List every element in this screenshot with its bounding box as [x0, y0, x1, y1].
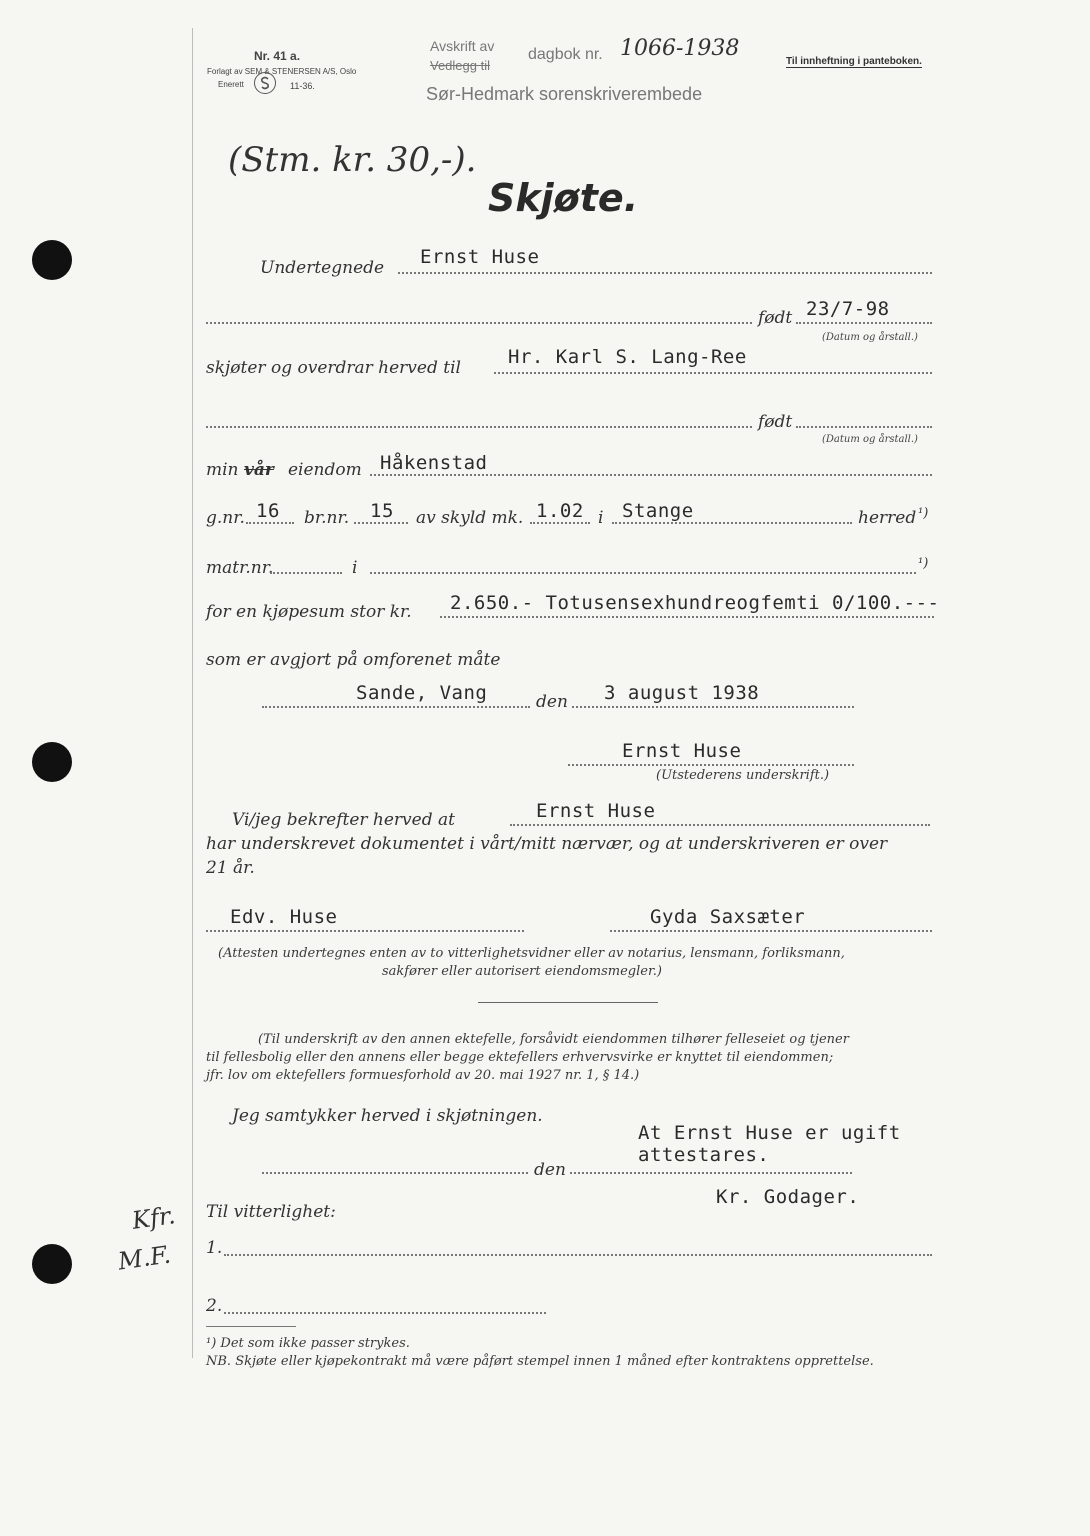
born-line-right	[796, 322, 932, 324]
transfer-label: skjøter og overdrar herved til	[206, 358, 461, 378]
born2-line-right	[796, 426, 932, 428]
form-number: Nr. 41 a.	[254, 49, 301, 63]
punch-hole-top	[32, 240, 72, 280]
footnote-2: NB. Skjøte eller kjøpekontrakt må være påført stempel innen 1 måned efter kontraktens opprettelse.	[206, 1354, 874, 1369]
attach-note: Til innheftning i panteboken.	[786, 56, 922, 67]
herred-footnote-mark: ¹)	[918, 506, 929, 521]
stamp-prefix: Avskrift av	[430, 38, 495, 54]
typed-note-2: attestares.	[638, 1144, 770, 1166]
born2-line-left	[206, 426, 752, 428]
vitterlighet-line-1	[224, 1254, 932, 1256]
attest-note-2: sakfører eller autorisert eiendomsmegler.)	[382, 964, 662, 979]
property-label-prefix: min	[206, 460, 239, 480]
confirm-label: Vi/jeg bekrefter herved at	[232, 810, 455, 830]
born2-label: født	[758, 412, 793, 432]
i-label: i	[598, 508, 604, 528]
spouse-note-3: jfr. lov om ektefellers formuesforhold av 20. mai 1927 nr. 1, § 14.)	[206, 1068, 640, 1083]
agreed-text: som er avgjort på omforenet måte	[206, 650, 501, 670]
gnr-line	[246, 522, 294, 524]
buyer-line	[494, 372, 932, 374]
herred-value: Stange	[622, 500, 694, 522]
place-value: Sande, Vang	[356, 682, 488, 704]
undersigned-value: Ernst Huse	[420, 246, 540, 268]
witness-1-signature: Edv. Huse	[230, 906, 338, 928]
property-value: Håkenstad	[380, 452, 488, 474]
stamp-struck-text: Vedlegg til	[430, 58, 490, 73]
skyld-value: 1.02	[536, 500, 584, 522]
property-label-struck: vår	[244, 460, 274, 480]
born-label: født	[758, 308, 793, 328]
skyld-label: av skyld mk.	[416, 508, 524, 528]
matr-footnote-mark: ¹)	[918, 556, 929, 571]
date-line	[572, 706, 854, 708]
born-line-left	[206, 322, 752, 324]
property-label-suffix: eiendom	[288, 460, 362, 480]
issuer-signature: Ernst Huse	[622, 740, 742, 762]
document-title: Skjøte.	[488, 176, 639, 220]
witness-2-line	[610, 930, 932, 932]
spouse-note-1: (Til underskrift av den annen ektefelle, forsåvidt eiendommen tilhører felleseiet og tjener	[258, 1032, 849, 1047]
price-value: 2.650.- Totusensexhundreogfemti 0/100.---	[450, 592, 940, 614]
publisher-enerett: Enerett	[218, 80, 244, 89]
margin-initials-2: M.F.	[116, 1240, 173, 1276]
gnr-label: g.nr.	[206, 508, 245, 528]
publisher-logo	[254, 72, 276, 94]
price-label: for en kjøpesum stor kr.	[206, 602, 412, 622]
herred-line	[612, 522, 852, 524]
diary-number: 1066-1938	[620, 36, 740, 61]
den-label: den	[536, 692, 568, 712]
confirm-text-2: 21 år.	[206, 858, 255, 878]
undersigned-line	[398, 272, 932, 274]
publisher-date: 11-36.	[290, 81, 315, 91]
issuer-signature-line	[568, 764, 854, 766]
matr-line	[270, 572, 342, 574]
footnote-1: ¹) Det som ikke passer strykes.	[206, 1336, 410, 1351]
publisher-logo-icon	[255, 73, 275, 93]
bnr-line	[354, 522, 408, 524]
skyld-line	[530, 522, 590, 524]
price-line	[440, 616, 934, 618]
matr-label: matr.nr.	[206, 558, 274, 578]
bnr-value: 15	[370, 500, 394, 522]
confirm-line	[510, 824, 930, 826]
property-line	[370, 474, 932, 476]
spouse-note-2: til fellesbolig eller den annens eller begge ektefellers erhvervsvirke er knyttet til eiendommen;	[206, 1050, 834, 1065]
publisher-line: Forlagt av SEM & STENERSEN A/S, Oslo	[207, 67, 357, 76]
consent-date-line	[570, 1172, 852, 1174]
margin-rule	[192, 28, 193, 1358]
confirm-text-1: har underskrevet dokumentet i vårt/mitt nærvær, og at underskriveren er over	[206, 834, 888, 854]
date-value: 3 august 1938	[604, 682, 760, 704]
consent-den-label: den	[534, 1160, 566, 1180]
date-hint-2: (Datum og årstall.)	[822, 434, 918, 445]
witness-label: Til vitterlighet:	[206, 1202, 336, 1222]
punch-hole-bottom	[32, 1244, 72, 1284]
matr-i-label: i	[352, 558, 358, 578]
section-divider	[478, 1002, 658, 1003]
stamp-dagbok: dagbok nr.	[528, 46, 603, 63]
date-hint: (Datum og årstall.)	[822, 332, 918, 343]
issuer-caption: (Utstederens underskrift.)	[656, 768, 830, 783]
attester-name: Kr. Godager.	[716, 1186, 860, 1208]
witness-2-signature: Gyda Saxsæter	[650, 906, 806, 928]
attest-note-1: (Attesten undertegnes enten av to vitterlighetsvidner eller av notarius, lensmann, forliksmann,	[218, 946, 845, 961]
vitterlighet-line-2	[224, 1312, 546, 1314]
herred-label: herred	[858, 508, 917, 528]
typed-note-1: At Ernst Huse er ugift	[638, 1122, 901, 1144]
buyer-value: Hr. Karl S. Lang-Ree	[508, 346, 747, 368]
gnr-value: 16	[256, 500, 280, 522]
margin-initials-1: Kfr.	[130, 1201, 178, 1235]
witness-num-2: 2.	[206, 1296, 223, 1316]
fee-note: (Stm. kr. 30,-).	[228, 140, 477, 180]
footnote-rule	[206, 1326, 296, 1327]
confirm-value: Ernst Huse	[536, 800, 656, 822]
punch-hole-middle	[32, 742, 72, 782]
undersigned-label: Undertegnede	[260, 258, 385, 278]
place-line	[262, 706, 530, 708]
consent-text: Jeg samtykker herved i skjøtningen.	[232, 1106, 543, 1126]
consent-place-line	[262, 1172, 528, 1174]
matr-place-line	[370, 572, 916, 574]
witness-1-line	[206, 930, 524, 932]
witness-num-1: 1.	[206, 1238, 223, 1258]
bnr-label: br.nr.	[304, 508, 350, 528]
born-value: 23/7-98	[806, 298, 890, 320]
office-stamp: Sør-Hedmark sorenskriverembede	[426, 84, 703, 104]
